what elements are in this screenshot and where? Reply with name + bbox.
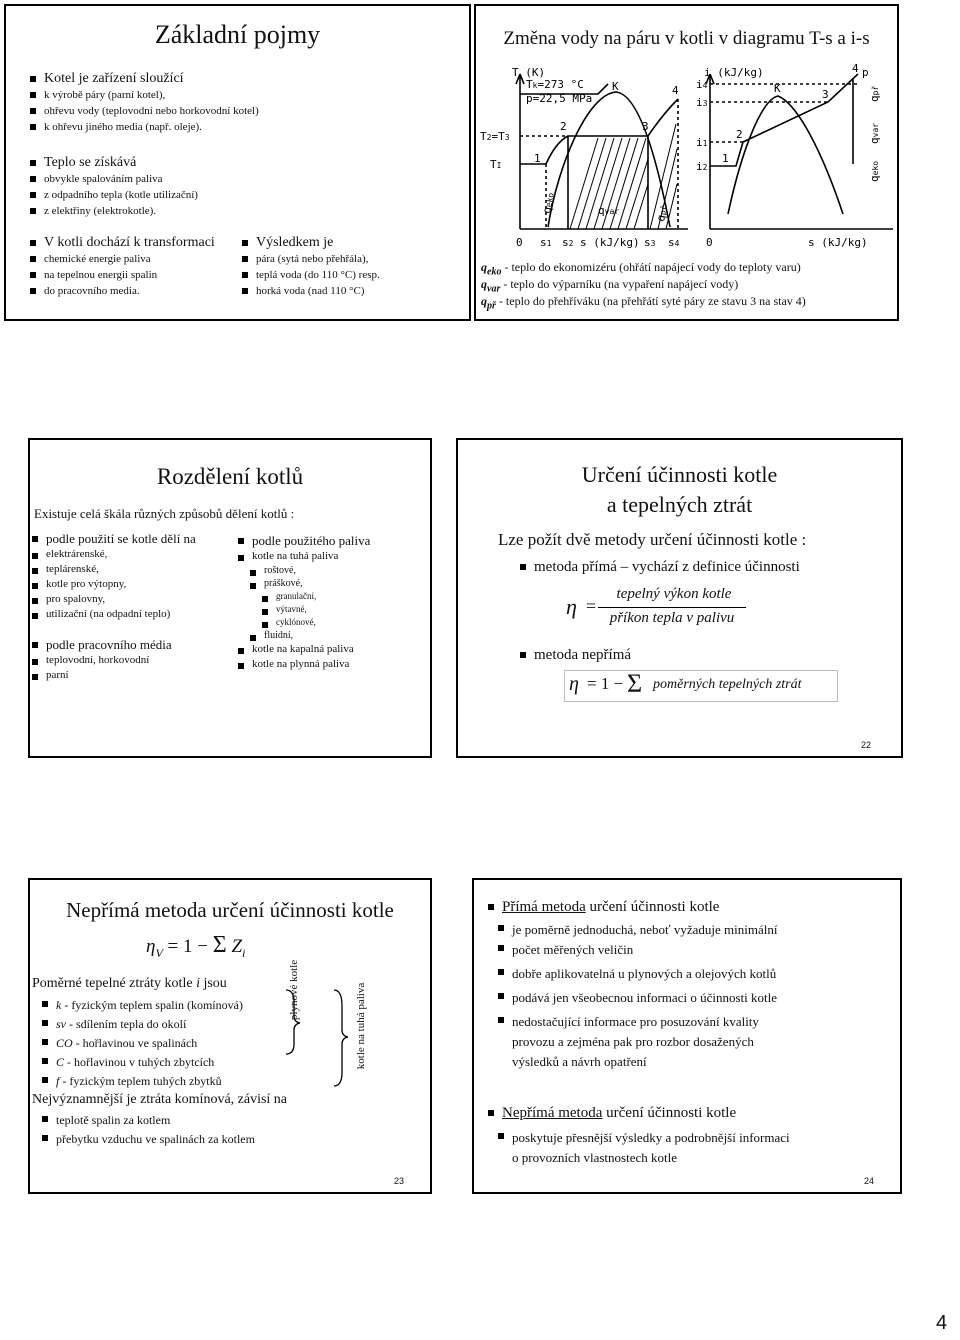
losses-intro: Poměrné tepelné ztráty kotle i jsou [32,976,227,991]
list-item: teplárenské, [32,562,196,577]
list-item: kotle na plynná paliva [238,657,370,672]
intro-text: Lze požít dvě metody určení účinnosti kotle : [498,530,807,549]
list-item: metoda přímá – vychází z definice účinnosti [520,558,800,576]
ts-x-tick: s1 [540,236,552,249]
slide-rozdeleni-kotlu [28,438,432,758]
list-item: poskytuje přesnější výsledky a podrobnější informaci [498,1128,790,1148]
slide-title: Nepřímá metoda určení účinnosti kotle [66,898,394,922]
list-item: podává jen všeobecnou informaci o účinnosti kotle [498,988,777,1008]
is-x-tick: 0 [706,236,713,249]
page-number: 24 [863,1176,874,1186]
is-y-tick: i1 [696,136,708,149]
ts-x-tick: s3 [644,236,656,249]
is-y-tick: i3 [696,96,708,109]
list-ztraty [42,996,243,1091]
ts-pressure-label: p=22,5 MPa [526,92,593,105]
list-vysledek [242,234,380,299]
eta-symbol: η [566,594,577,619]
list-item: dobře aplikovatelná u plynových a olejových kotlů [498,964,777,984]
list-item: granulační, [262,590,370,603]
ts-x-tick: s4 [668,236,680,249]
list-item: elektrárenské, [32,547,196,562]
list-item: teplovodní, horkovodní [32,653,196,668]
is-y-tick: i4 [696,78,708,91]
list-item: nedostačující informace pro posuzování kvality [498,1012,777,1032]
list-item: Přímá metoda určení účinnosti kotle [488,898,719,917]
list-item: metoda nepřímá [520,646,631,664]
heading-neprima [488,1104,736,1123]
equals-sign: = [586,596,597,616]
slide-zakladni-pojmy [4,4,471,321]
list-zavisi [42,1111,255,1149]
ts-qvar-label: qvar [598,204,620,217]
ts-tk-label: Tk=273 °C [526,78,584,91]
list-item: Kotel je zařízení sloužící [30,70,259,87]
list-item: je poměrně jednoduchá, neboť vyžaduje minimální [498,920,777,940]
list-item: podle použití se kotle dělí na [32,530,196,547]
list-podle-pouziti [32,530,196,683]
is-point-3: 3 [822,88,829,101]
list-item: C - hořlavinou v tuhých zbytcích [42,1053,243,1072]
list-podle-paliva [238,532,370,672]
diagram-ts-is [478,64,899,254]
slide-diagram-ts-is [474,4,899,321]
fraction-bar [598,607,746,608]
document-page-number: 4 [936,1312,948,1334]
list-item: pro spalovny, [32,592,196,607]
list-item: teplotě spalin za kotlem [42,1111,255,1130]
ts-point-1: 1 [534,152,541,165]
list-item: k - fyzickým teplem spalin (komínová) [42,996,243,1015]
list-item: počet měřených veličin [498,940,777,960]
is-p-label: p [862,66,869,79]
denominator: příkon tepla v palivu [609,610,735,626]
list-item: chemické energie paliva [30,251,215,267]
slide-title: Základní pojmy [154,20,321,49]
list-item: z odpadního tepla (kotle utilizační) [30,187,259,203]
slide-title: Změna vody na páru v kotli v diagramu T-s a i-s [503,28,870,49]
ts-k-label: K [612,80,619,93]
list-item: pára (sytá nebo přehřála), [242,251,380,267]
is-y-tick: i2 [696,160,708,173]
list-item: kotle na tuhá paliva [238,549,370,564]
list-item: obvykle spalováním paliva [30,171,259,187]
brace-label-plynove: plynové kotle [288,959,300,1021]
ts-t2-label: T2=T3 [480,130,510,143]
list-item: teplá voda (do 110 °C) resp. [242,267,380,283]
list-item: do pracovního media. [30,283,215,299]
ts-y-axis-label: T (K) [512,66,546,79]
ts-x-tick: s2 [562,236,574,249]
ts-point-4: 4 [672,84,679,97]
numerator: tepelný výkon kotle [616,586,732,602]
list-prima [498,920,777,1072]
list-item: roštové, [250,564,370,577]
ts-x-tick: 0 [516,236,523,249]
slide-urceni-ucinnosti [456,438,903,758]
list-kotel [30,70,259,219]
list-item-continuation: o provozních vlastnostech kotle [512,1150,677,1165]
page-number: 23 [393,1176,404,1186]
list-item-continuation: výsledků a návrh opatření [512,1054,647,1069]
list-item: Výsledkem je [242,234,380,251]
definition-qeko: $q_{eko}$ - teplo do ekonomizéru (ohřátí napájecí vody do teploty varu) [481,260,801,278]
list-item: kotle na kapalná paliva [238,642,370,657]
ts-t1-label: TI [490,158,502,171]
ts-point-2: 2 [560,120,567,133]
list-item: na tepelnou energii spalin [30,267,215,283]
list-metody-2 [520,646,631,664]
list-item-continuation: provozu a zejména pak pro rozbor dosažených [512,1034,754,1049]
list-item: podle pracovního média [32,636,196,653]
formula-eta-v: $\eta_V = 1 - \Sigma$ $Z_i$ [146,932,246,960]
heading-prima [488,898,719,917]
is-point-1: 1 [722,152,729,165]
is-point-2: 2 [736,128,743,141]
definition-qvar: $q_{var}$ - teplo do výparníku (na vypaření napájecí vody) [481,277,739,295]
list-item: výtavné, [262,603,370,616]
definition-qpr: $q_{př}$ - teplo do přehříváku (na přehřátí syté páry ze stavu 3 na stav 4) [481,294,806,312]
list-item: V kotli dochází k transformaci [30,234,215,251]
list-item: CO - hořlavinou ve spalinách [42,1034,243,1053]
is-qvar-label: qvar [868,122,881,144]
one-minus: = 1 − [587,674,624,693]
list-metody [520,558,800,576]
list-item: Teplo se získává [30,154,259,171]
list-item: Nepřímá metoda určení účinnosti kotle [488,1104,736,1123]
list-neprima [498,1128,790,1168]
list-transformace [30,234,215,299]
page-number: 22 [860,740,871,750]
loss-term: poměrných tepelných ztrát [653,677,802,692]
brace-label-tuha: kotle na tuhá paliva [355,982,367,1070]
ts-qeko-label: qeko [540,192,556,215]
intro-text: Existuje celá škála různých způsobů dělení kotlů : [34,506,295,521]
is-x-axis-label: s (kJ/kg) [808,236,868,249]
eta-symbol: η [569,673,579,695]
is-qpr-label: qpř [868,85,881,102]
is-k-label: K [774,82,781,95]
list-item: k výrobě páry (parní kotel), [30,87,259,103]
list-item: k ohřevu jiného media (např. oleje). [30,119,259,135]
slide-title: Určení účinnosti kotle [581,462,778,487]
list-item: kotle pro výtopny, [32,577,196,592]
list-item: přebytku vzduchu ve spalinách za kotlem [42,1130,255,1149]
list-item: cyklónové, [262,616,370,629]
slide-title: Rozdělení kotlů [156,464,304,489]
ts-x-axis-label: s (kJ/kg) [580,236,640,249]
ts-point-3: 3 [642,120,649,133]
list-item: ohřevu vody (teplovodní nebo horkovodní kotel) [30,103,259,119]
list-item: práškové, [250,577,370,590]
list-item: fluidní, [250,629,370,642]
list-item: f - fyzickým teplem tuhých zbytků [42,1072,243,1091]
slide-neprima-metoda [28,878,432,1194]
list-item: horká voda (nad 110 °C) [242,283,380,299]
is-y-axis-label: i (kJ/kg) [704,66,764,79]
formula-indirect [564,670,838,702]
list-item: podle použitého paliva [238,532,370,549]
is-qeko-label: qeko [868,160,881,182]
slide-srovnani-metod [472,878,902,1194]
is-point-4: 4 [852,64,859,75]
list-item: sv - sdílením tepla do okolí [42,1015,243,1034]
formula-direct [566,586,806,632]
list-item: z elektřiny (elektrokotle). [30,203,259,219]
list-item: parní [32,668,196,683]
ts-qpr-label: qpř [654,204,669,223]
sum-symbol: Σ [627,669,643,698]
slide-subtitle: a tepelných ztrát [606,492,753,517]
significant-loss: Nejvýznamnější je ztráta komínová, závisí na [32,1092,288,1107]
list-item: utilizační (na odpadní teplo) [32,607,196,622]
